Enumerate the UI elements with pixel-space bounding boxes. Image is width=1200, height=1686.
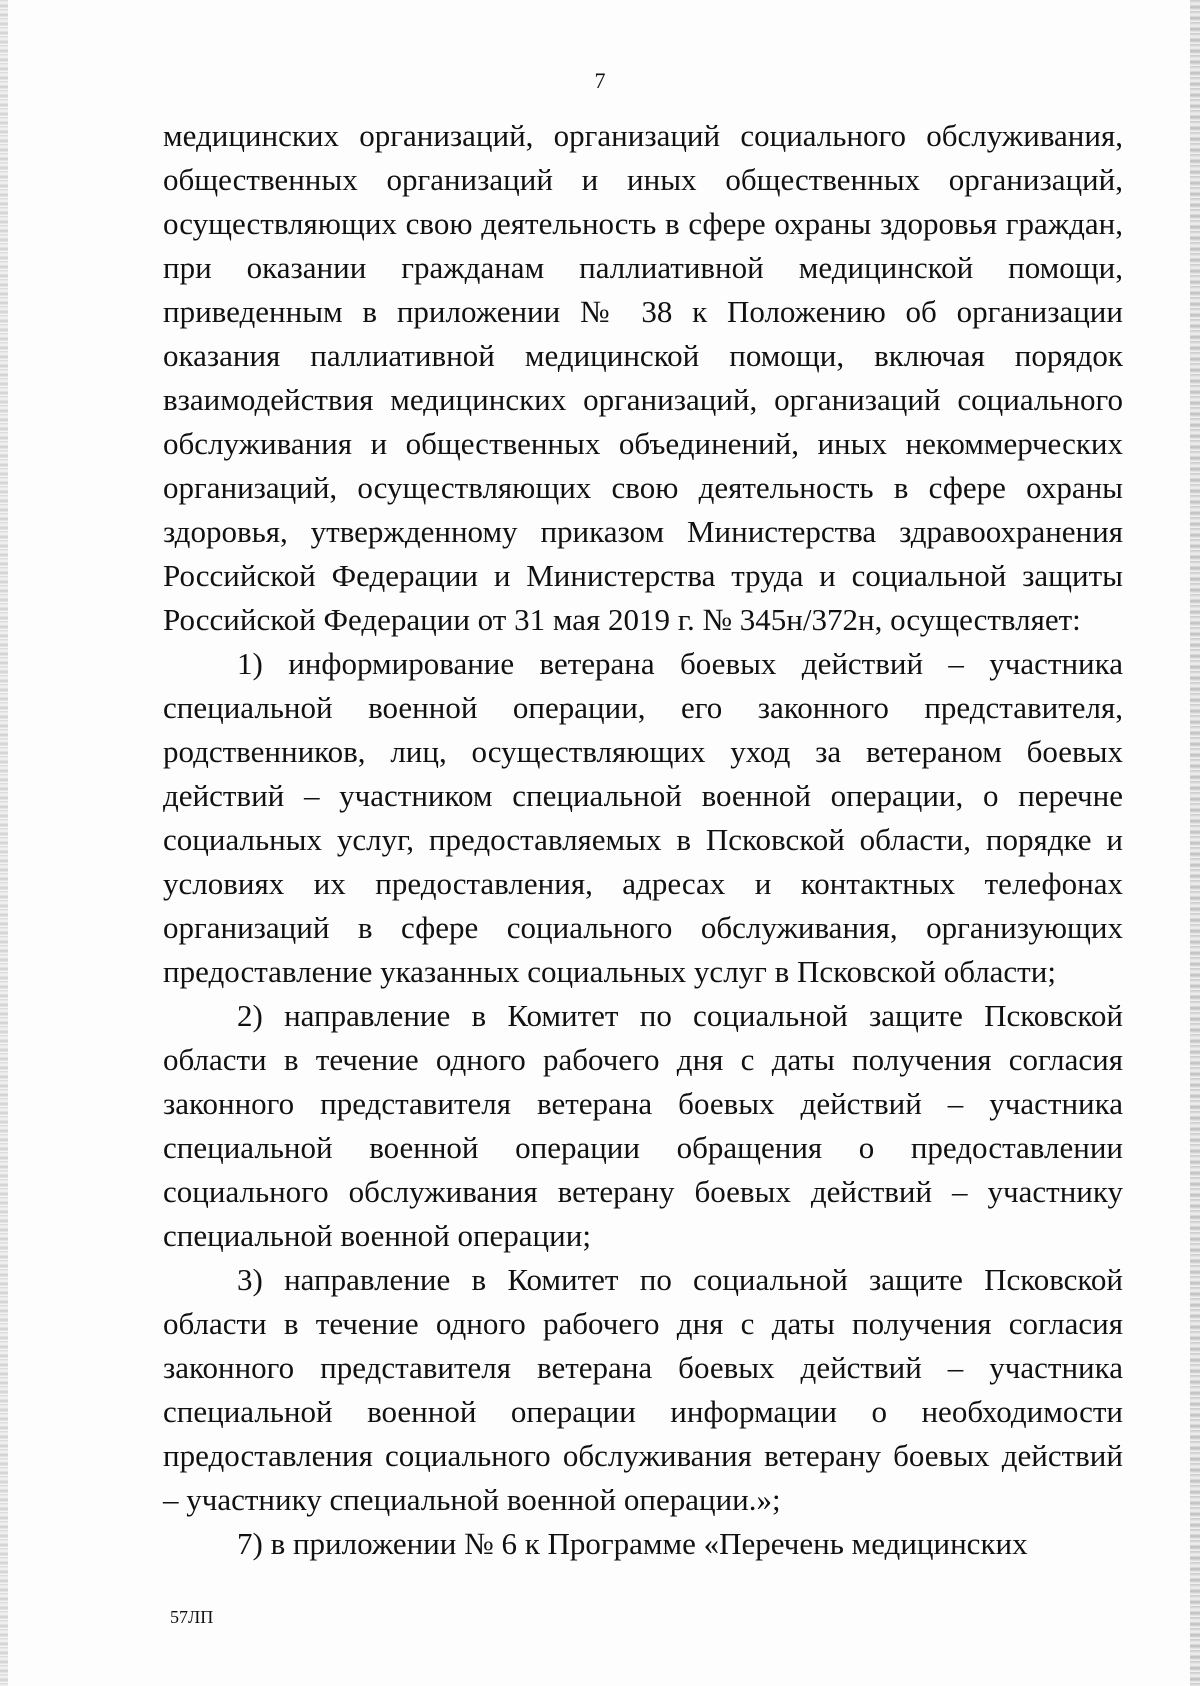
paragraph-continuation: медицинских организаций, организаций социального обслуживания, общественных организаций и иных общественных организаций, осуществляющих свою деятельность в сфере охраны здоровья граждан, при оказании гражданам паллиативной медицинской помощи, приведенным в приложении № 38 к Положению об организации оказания паллиативной медицинской помощи, включая порядок взаимодействия медицинских организаций, организаций социального обслуживания и общественных объединений, иных некоммерческих организаций, осуществляющих свою деятельность в сфере охраны здоровья, утвержденному приказом Министерства здравоохранения Российской Федерации и Министерства труда и социальной защиты Российской Федерации от 31 мая 2019 г. № 345н/372н, осуществляет: xyxy=(163,118,1123,637)
paragraph-item-7: 7) в приложении № 6 к Программе «Перечень медицинских xyxy=(237,1526,1028,1561)
paragraph-item-1: 1) информирование ветерана боевых действий – участника специальной военной операции, его законного представителя, родственников, лиц, осуществляющих уход за ветераном боевых действий – участником специальной военной операции, о перечне социальных услуг, предоставляемых в Псковской области, порядке и условиях их предоставления, адресах и контактных телефонах организаций в сфере социального обслуживания, организующих предоставление указанных социальных услуг в Псковской области; xyxy=(163,646,1123,989)
footer-document-code: 57ЛП xyxy=(170,1607,214,1627)
scan-edge-right xyxy=(1190,0,1200,1686)
scan-edge-left xyxy=(0,0,8,1686)
paragraph-item-3: 3) направление в Комитет по социальной защите Псковской области в течение одного рабочего дня с даты получения согласия законного представителя ветерана боевых действий – участника специальной военной операции информации о необходимости предоставления социального обслуживания ветерану боевых действий – участнику специальной военной операции.»; xyxy=(163,1262,1123,1517)
paragraph-item-2: 2) направление в Комитет по социальной защите Псковской области в течение одного рабочего дня с даты получения согласия законного представителя ветерана боевых действий – участника специальной военной операции обращения о предоставлении социального обслуживания ветерану боевых действий – участнику специальной военной операции; xyxy=(163,998,1123,1253)
page-number: 7 xyxy=(594,68,606,93)
document-body xyxy=(163,114,1123,1566)
